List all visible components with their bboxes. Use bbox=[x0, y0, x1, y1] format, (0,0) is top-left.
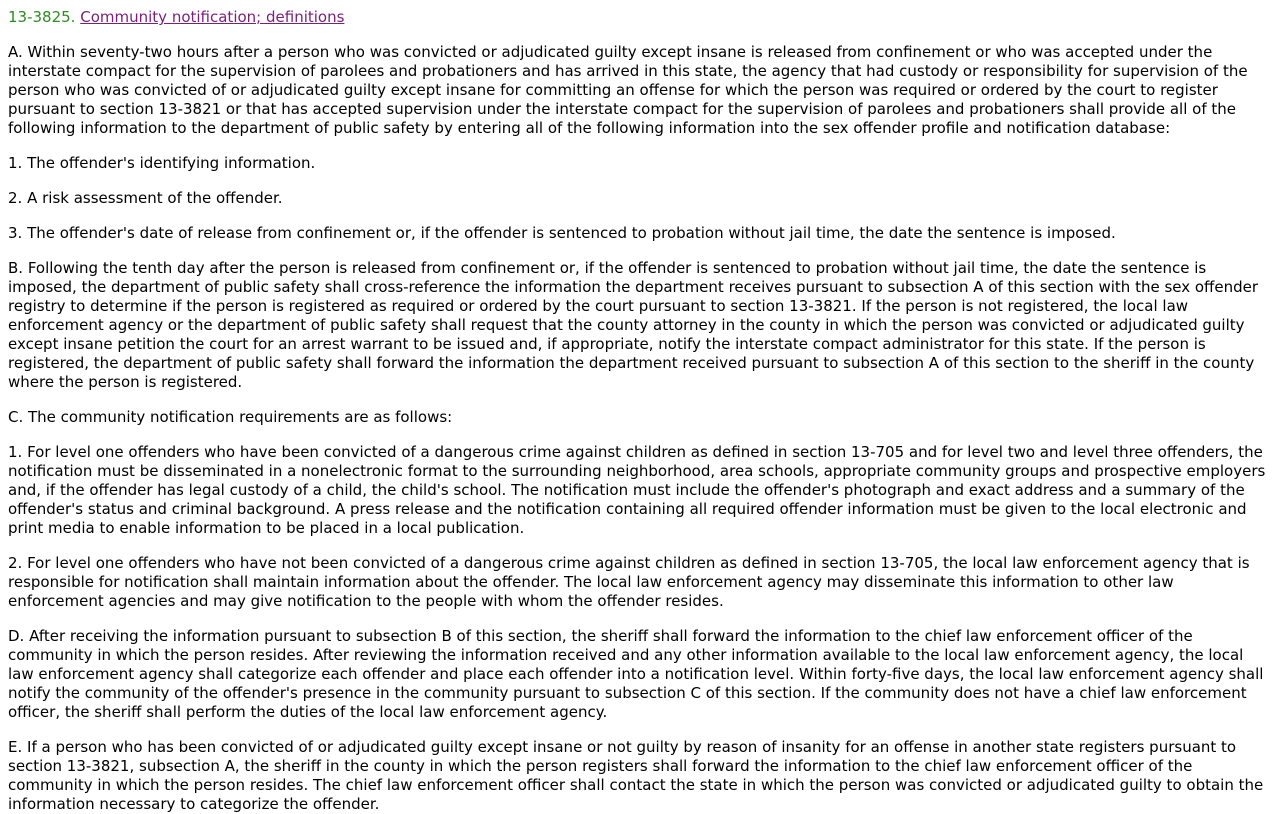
subsection-a: A. Within seventy-two hours after a person who was convicted or adjudicated guilty except insane is released from confinement or who was accepted under the interstate compact for the supervision of parolees and probationers and has arrived in this state, the agency that had custody or responsibility for supervision of the person who was convicted of or adjudicated guilty except insane for committing an offense for which the person was required or ordered by the court to register pursuant to section 13-3821 or that has accepted supervision under the interstate compact for the supervision of parolees and probationers shall provide all of the following information to the department of public safety by entering all of the following information into the sex offender profile and notification database: bbox=[8, 43, 1248, 137]
section-title-link[interactable]: Community notification; definitions bbox=[80, 8, 345, 26]
subsection-d: D. After receiving the information pursuant to subsection B of this section, the sheriff shall forward the information to the chief law enforcement officer of the community in which the person resides. After reviewing the information received and any other information available to the local law enforcement agency, the local law enforcement agency shall categorize each offender and place each offender into a notification level. Within forty-five days, the local law enforcement agency shall notify the community of the offender's presence in the community pursuant to subsection C of this section. If the community does not have a chief law enforcement officer, the sheriff shall perform the duties of the local law enforcement agency. bbox=[8, 627, 1264, 721]
section-heading bbox=[8, 8, 1272, 27]
subsection-c: C. The community notification requirements are as follows: bbox=[8, 408, 453, 426]
subsection-a-item-1: 1. The offender's identifying information. bbox=[8, 154, 316, 172]
subsection-c-item-2: 2. For level one offenders who have not been convicted of a dangerous crime against children as defined in section 13-705, the local law enforcement agency that is responsible for notification shall maintain information about the offender. The local law enforcement agency may disseminate this information to other law enforcement agencies and may give notification to the people with whom the offender resides. bbox=[8, 554, 1250, 610]
subsection-c-item-1: 1. For level one offenders who have been convicted of a dangerous crime against children as defined in section 13-705 and for level two and level three offenders, the notification must be disseminated in a nonelectronic format to the surrounding neighborhood, area schools, appropriate community groups and prospective employers and, if the offender has legal custody of a child, the child's school. The notification must include the offender's photograph and exact address and a summary of the offender's status and criminal background. A press release and the notification containing all required offender information must be given to the local electronic and print media to enable information to be placed in a local publication. bbox=[8, 443, 1266, 537]
subsection-e: E. If a person who has been convicted of or adjudicated guilty except insane or not guilty by reason of insanity for an offense in another state registers pursuant to section 13-3821, subsection A, the sheriff in the county in which the person registers shall forward the information to the chief law enforcement officer of the community in which the person resides. The chief law enforcement officer shall contact the state in which the person was convicted or adjudicated guilty to obtain the information necessary to categorize the offender. bbox=[8, 738, 1264, 813]
subsection-b: B. Following the tenth day after the person is released from confinement or, if the offender is sentenced to probation without jail time, the date the sentence is imposed, the department of public safety shall cross-reference the information the department receives pursuant to subsection A of this section with the sex offender registry to determine if the person is registered as required or ordered by the court pursuant to section 13-3821. If the person is not registered, the local law enforcement agency or the department of public safety shall request that the county attorney in the county in which the person was convicted or adjudicated guilty except insane petition the court for an arrest warrant to be issued and, if appropriate, notify the interstate compact administrator for this state. If the person is registered, the department of public safety shall forward the information the department received pursuant to subsection A of this section to the sheriff in the county where the person is registered. bbox=[8, 259, 1259, 391]
subsection-a-item-3: 3. The offender's date of release from confinement or, if the offender is sentenced to probation without jail time, the date the sentence is imposed. bbox=[8, 224, 1116, 242]
subsection-a-item-2: 2. A risk assessment of the offender. bbox=[8, 189, 283, 207]
section-number: 13-3825. bbox=[8, 8, 76, 26]
